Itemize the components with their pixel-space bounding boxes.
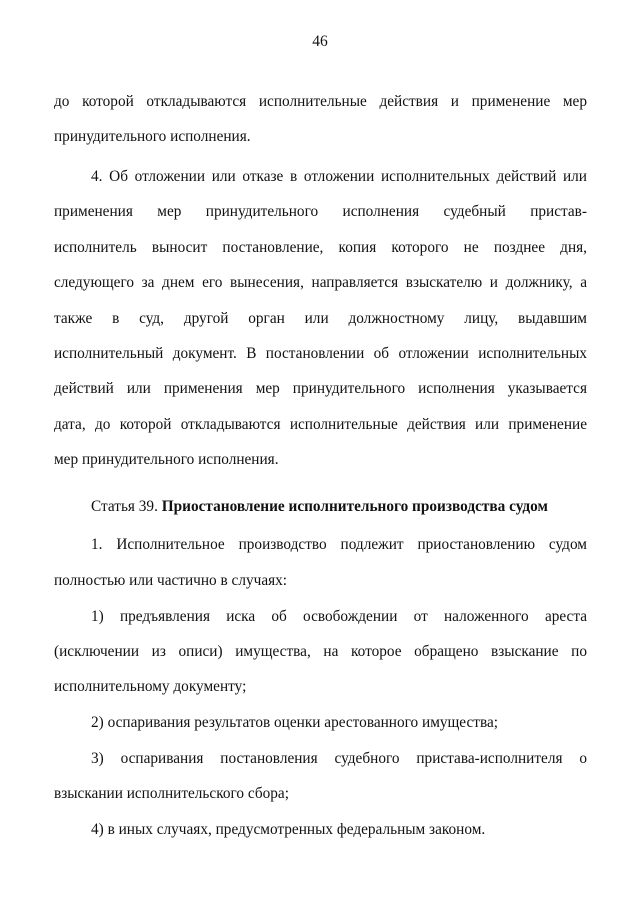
text-line: исполнительному документу; xyxy=(54,678,247,695)
text-line: также в суд, другой орган или должностному лицу, выдавшим xyxy=(54,310,587,327)
text-line: (исключении из описи) имущества, на которое обращено взыскание по xyxy=(54,643,587,660)
text-line: исполнитель выносит постановление, копия которого не позднее дня, xyxy=(54,239,587,256)
text-line: действий или применения мер принудительного исполнения указывается xyxy=(54,380,587,397)
text-line: исполнительный документ. В постановлении об отложении исполнительных xyxy=(54,345,587,362)
text-line: принудительного исполнения. xyxy=(54,128,251,145)
article-number: Статья 39. xyxy=(91,498,158,515)
text-line: до которой откладываются исполнительные действия и применение мер xyxy=(54,93,587,110)
text-line: взыскании исполнительского сбора; xyxy=(54,785,289,802)
text-line: 1. Исполнительное производство подлежит приостановлению судом xyxy=(91,536,587,553)
text-line: следующего за днем его вынесения, направляется взыскателю и должнику, а xyxy=(54,274,587,291)
text-line: 4) в иных случаях, предусмотренных федеральным законом. xyxy=(91,821,486,838)
text-line: дата, до которой откладываются исполнительные действия или применение xyxy=(54,416,587,433)
page-number: 46 xyxy=(312,33,328,50)
text-line: 2) оспаривания результатов оценки арестованного имущества; xyxy=(91,714,499,731)
text-line: 4. Об отложении или отказе в отложении исполнительных действий или xyxy=(91,168,587,185)
text-line: применения мер принудительного исполнения судебный пристав- xyxy=(54,203,587,220)
text-line: мер принудительного исполнения. xyxy=(54,451,279,468)
article-heading xyxy=(91,497,587,517)
text-line: 1) предъявления иска об освобождении от наложенного ареста xyxy=(91,608,587,625)
text-line: 3) оспаривания постановления судебного пристава-исполнителя о xyxy=(91,750,587,767)
article-title: Приостановление исполнительного производства судом xyxy=(161,498,548,515)
text-line: полностью или частично в случаях: xyxy=(54,572,288,589)
